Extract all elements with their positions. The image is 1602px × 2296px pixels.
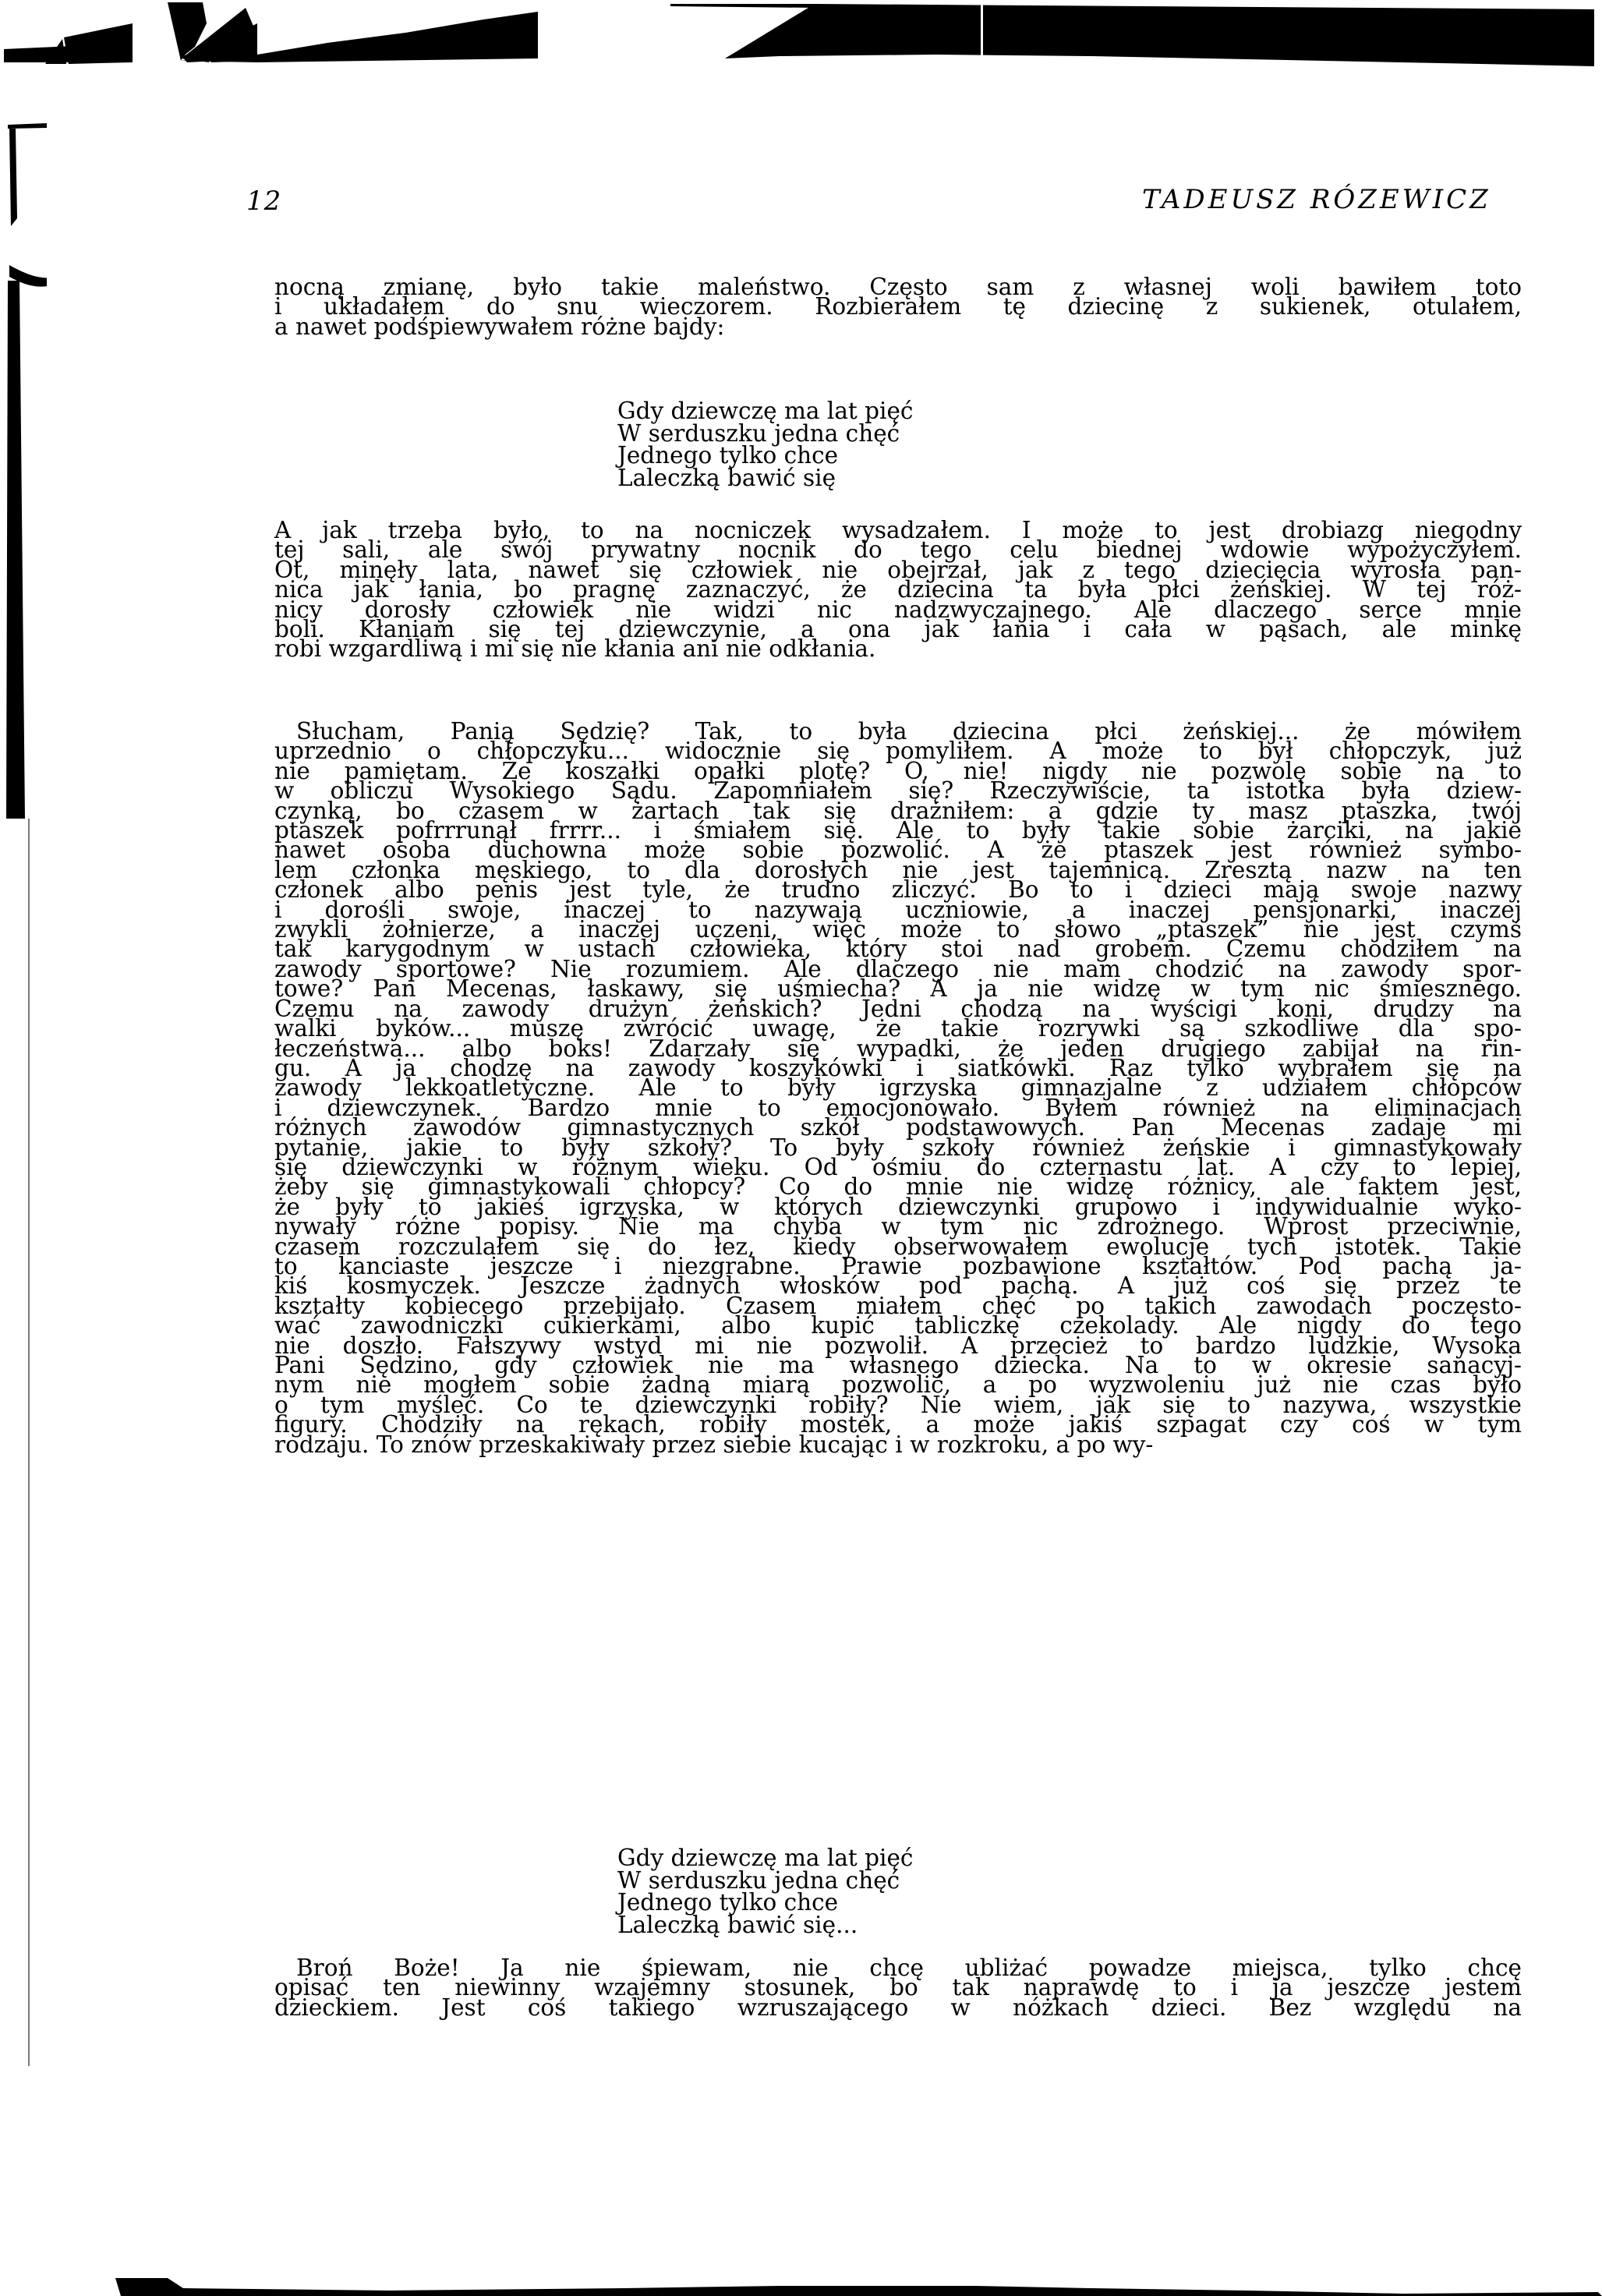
verse-line: Laleczką bawić się: [617, 464, 836, 491]
text-line: nicy dorosły człowiek nie widzi nic nadzwyczajnego. Ale dlaczego serce mnie: [274, 596, 1522, 623]
text-line: nym nie mogłem sobie żadną miarą pozwolić, a po wyzwoleniu już nie czas było: [274, 1371, 1522, 1399]
running-head-author: TADEUSZ RÓZEWICZ: [1142, 184, 1491, 215]
text-line: boli. Kłaniam się tej dziewczynie, a ona jak łania i cała w pąsach, ale minkę: [274, 616, 1522, 643]
text-line: nywały różne popisy. Nie ma chyba w tym nic zdrożnego. Wprost przeciwnie,: [274, 1213, 1522, 1240]
text-line: kształty kobiecego przebijało. Czasem miałem chęć po takich zawodach poczęsto-: [274, 1292, 1522, 1319]
text-line: rodzaju. To znów przeskakiwały przez siebie kucając i w rozkroku, a po wy-: [274, 1431, 1154, 1458]
text-line: to kanciaste jeszcze i niezgrabne. Prawie pozbawione kształtów. Pod pachą ja-: [274, 1252, 1522, 1279]
text-line: nawet osoba duchowna może sobie pozwolić. A że ptaszek jest również symbo-: [274, 837, 1522, 864]
text-line: tak karygodnym w ustach człowieka, który stoi nad grobem. Czemu chodziłem na: [274, 936, 1522, 963]
text-line: Broń Boże! Ja nie śpiewam, nie chcę ubliżać powadze miejsca, tylko chcę: [296, 1955, 1522, 1981]
verse-2: [617, 1847, 913, 1936]
text-line: o tym myśleć. Co te dziewczynki robiły? Nie wiem, jak się to nazywa, wszystkie: [274, 1391, 1522, 1418]
text-line: gu. A ja chodzę na zawody koszykówki i siatkówki. Raz tylko wybrałem się na: [274, 1054, 1522, 1081]
text-line: lem członka męskiego, to dla dorosłych nie jest tajemnicą. Zresztą nazw na ten: [274, 856, 1522, 883]
text-line: czasem rozczulałem się do łez, kiedy obserwowałem ewolucje tych istotek. Takie: [274, 1233, 1522, 1260]
text-line: robi wzgardliwą i mi się nie kłania ani nie odkłania.: [274, 635, 876, 663]
text-line: członek albo penis jest tyle, że trudno zliczyć. Bo to i dzieci mają swoje nazwy: [274, 876, 1522, 904]
text-line: towe? Pan Mecenas, łaskawy, się uśmiecha? A ja nie widzę w tym nic śmiesznego.: [274, 975, 1522, 1003]
text-line: że były to jakieś igrzyska, w których dziewczynki grupowo i indywidualnie wyko-: [274, 1193, 1522, 1220]
paragraph-2: [274, 517, 1522, 663]
text-line: kiś kosmyczek. Jeszcze żadnych włosków pod pachą. A już coś się przez te: [274, 1272, 1522, 1300]
text-line: nie doszło. Fałszywy wstyd mi nie pozwolił. A przecież to bardzo ludzkie, Wysoka: [274, 1332, 1522, 1359]
text-line: Ot, minęły lata, nawet się człowiek nie obejrzał, jak z tego dziecięcia wyrosła pan-: [274, 556, 1522, 583]
verse-line: W serduszku jedna chęć: [617, 1866, 900, 1894]
text-line: Pani Sędzino, gdy człowiek nie ma własnego dziecka. Na to w okresie sanacyj-: [274, 1352, 1522, 1378]
text-line: Słucham, Panią Sędzię? Tak, to była dziecina płci żeńskiej... że mówiłem: [296, 718, 1522, 745]
text-line: w obliczu Wysokiego Sądu. Zapomniałem się? Rzeczywiście, ta istotka była dziew-: [274, 777, 1522, 805]
text-line: pytanie, jakie to były szkoły? To były szkoły również żeńskie i gimnastykowały: [274, 1134, 1522, 1161]
text-line: zawody sportowe? Nie rozumiem. Ale dlaczego nie mam chodzić na zawody spor-: [274, 955, 1522, 982]
text-line: nica jak łania, bo pragnę zaznaczyć, że dziecina ta była płci żeńskiej. W tej róż-: [274, 576, 1522, 603]
text-line: Czemu na zawody drużyn żeńskich? Jedni chodzą na wyścigi koni, drudzy na: [274, 995, 1522, 1022]
text-line: walki byków... muszę zwrócić uwagę, że takie rozrywki są szkodliwe dla spo-: [274, 1015, 1522, 1042]
text-line: wać zawodniczki cukierkami, albo kupić tabliczkę czekolady. Ale nigdy do tego: [274, 1312, 1522, 1339]
text-line: się dziewczynki w różnym wieku. Od ośmiu do czternastu lat. A czy to lepiej,: [274, 1153, 1522, 1180]
text-line: tej sali, ale swój prywatny nocnik do tego celu biednej wdowie wypożyczyłem.: [274, 536, 1522, 564]
text-line: uprzednio o chłopczyku... widocznie się pomyliłem. A może to był chłopczyk, już: [274, 738, 1522, 765]
text-line: różnych zawodów gimnastycznych szkół podstawowych. Pan Mecenas zadaje mi: [274, 1114, 1522, 1141]
text-line: A jak trzeba było, to na nocniczek wysadzałem. I może to jest drobiazg niegodny: [274, 517, 1522, 543]
text-line: i dziewczynek. Bardzo mnie to emocjonowało. Byłem również na eliminacjach: [274, 1094, 1522, 1121]
scan-edge-artifact-bottom: [0, 2222, 1602, 2296]
text-line: i układałem do snu wieczorem. Rozbierałem tę dziecinę z sukienek, otulałem,: [274, 293, 1522, 320]
scan-edge-artifact-left: [0, 117, 47, 819]
verse-line: Laleczką bawić się...: [617, 1911, 858, 1938]
verse-line: Jednego tylko chce: [617, 442, 839, 469]
text-line: nie pamiętam. Że koszałki opałki plotę? O, nie! nigdy nie pozwolę sobie na to: [274, 757, 1522, 784]
text-line: figury. Chodziły na rękach, robiły mostek, a może jakiś szpagat czy coś w tym: [274, 1411, 1522, 1438]
scan-gutter-line: [28, 819, 30, 2066]
text-line: a nawet podśpiewywałem różne bajdy:: [274, 313, 725, 340]
text-line: opisać ten niewinny wzajemny stosunek, bo tak naprawdę to i ja jeszcze jestem: [274, 1974, 1522, 2001]
text-line: dzieckiem. Jest coś takiego wzruszającego w nóżkach dzieci. Bez względu na: [274, 1994, 1522, 2021]
verse-line: Gdy dziewczę ma lat pięć: [617, 1845, 914, 1871]
text-line: zawody lekkoatletyczne. Ale to były igrzyska gimnazjalne z udziałem chłopców: [274, 1074, 1522, 1102]
text-line: ptaszek pofrrrunął frrrr... i śmiałem się. Ale to były takie sobie żarciki, na jakie: [274, 817, 1522, 844]
paragraph-4: [274, 1955, 1522, 2021]
text-line: żeby się gimnastykowali chłopcy? Co do mnie nie widzę różnicy, ale faktem jest,: [274, 1173, 1522, 1201]
verse-line: Jednego tylko chce: [617, 1889, 839, 1916]
text-line: zwykli żołnierze, a inaczej uczeni, więc może to słowo „ptaszek” nie jest czymś: [274, 916, 1522, 943]
paragraph-1: [274, 274, 1522, 340]
verse-1: [617, 400, 913, 489]
text-line: łeczeństwa... albo boks! Zdarzały się wypadki, że jeden drugiego zabijał na rin-: [274, 1035, 1522, 1062]
text-line: czynką, bo czasem w żartach tak się drażniłem: a gdzie ty masz ptaszka, twój: [274, 797, 1522, 824]
page-number: 12: [246, 186, 282, 217]
paragraph-3: [274, 718, 1522, 1458]
scan-edge-artifact-top: [0, 0, 1602, 74]
verse-line: W serduszku jedna chęć: [617, 419, 900, 447]
text-line: i dorośli swoje, inaczej to nazywają uczniowie, a inaczej pensjonarki, inaczej: [274, 896, 1522, 923]
text-line: nocną zmianę, było takie maleństwo. Często sam z własnej woli bawiłem toto: [274, 274, 1522, 300]
verse-line: Gdy dziewczę ma lat pięć: [617, 398, 914, 424]
